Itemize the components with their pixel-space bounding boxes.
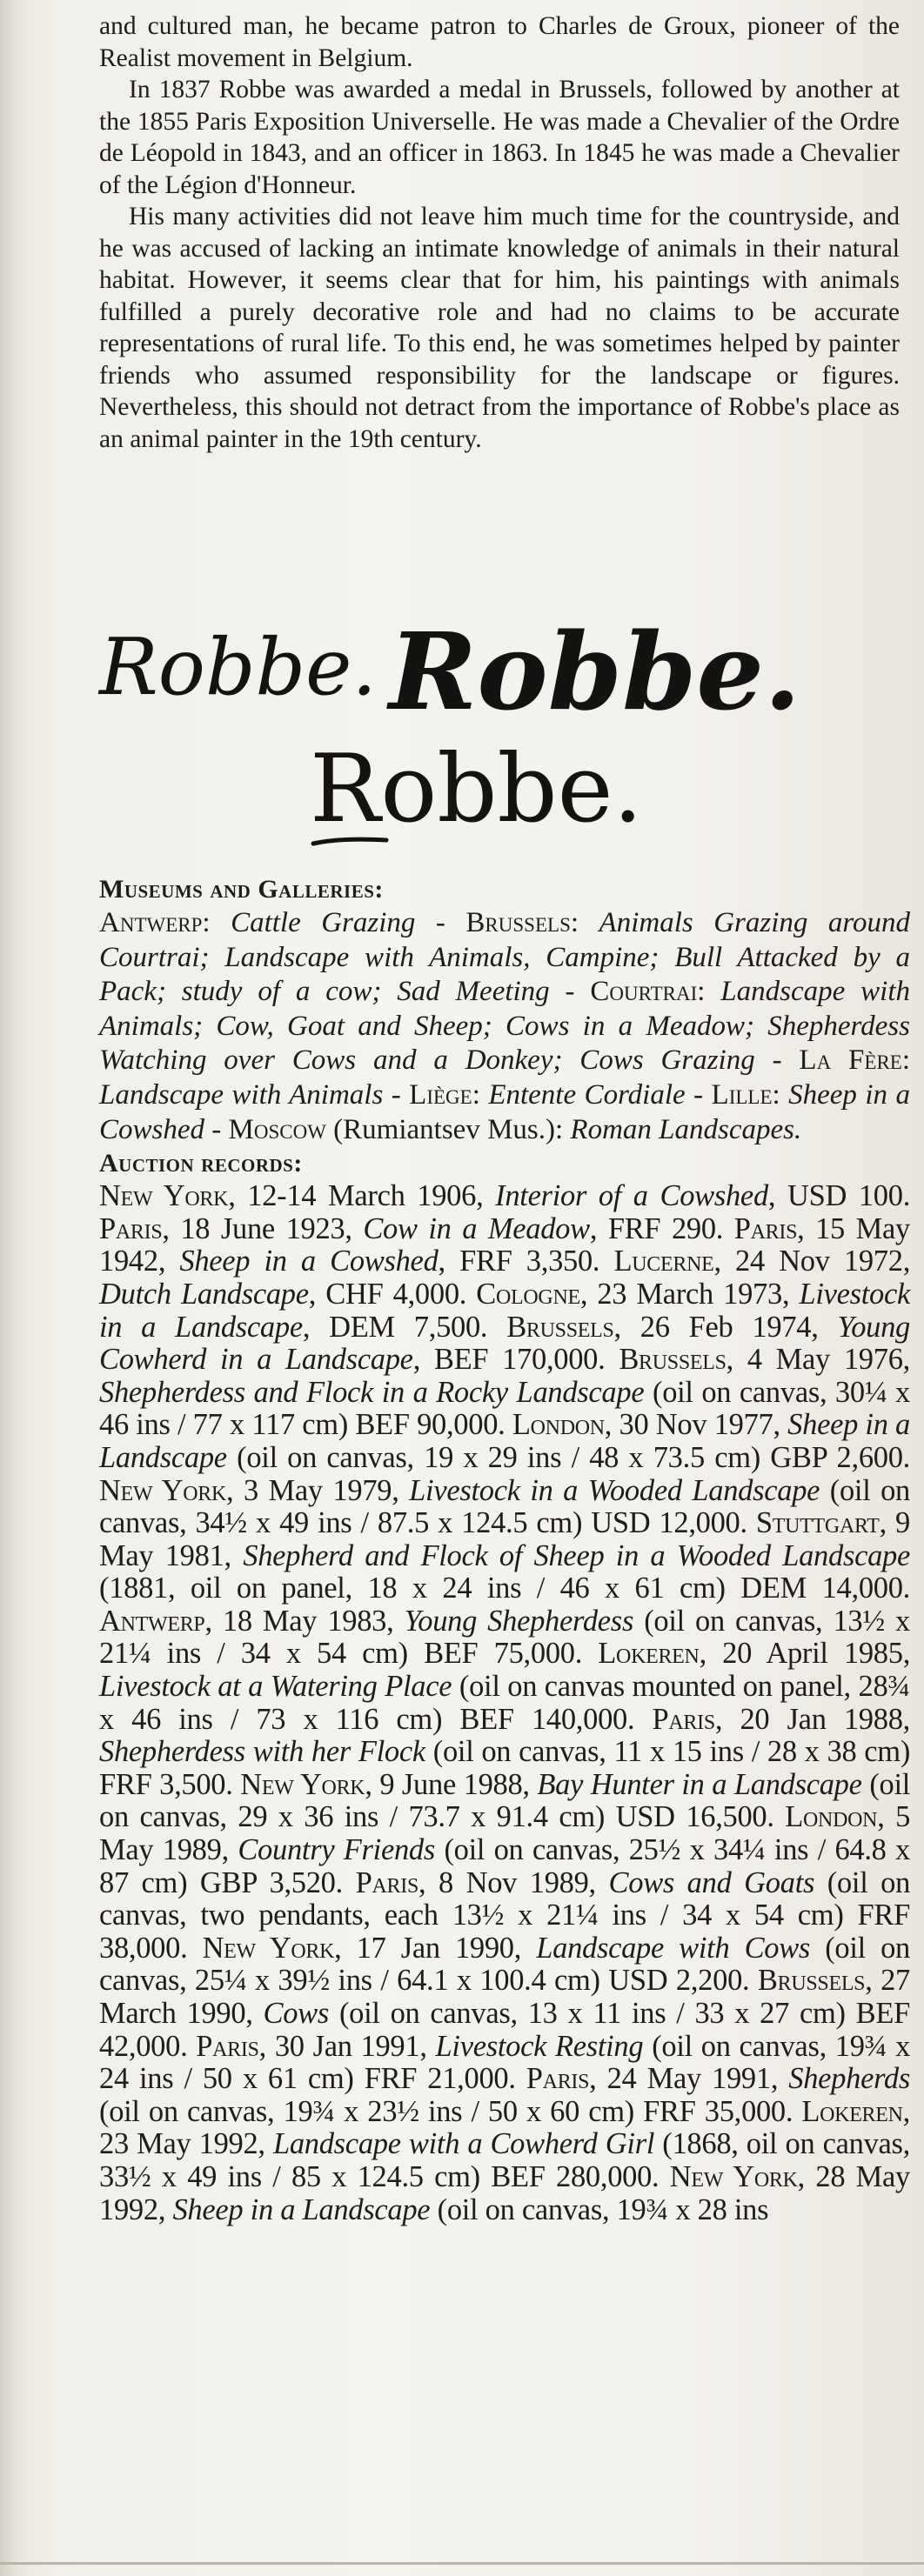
auction-city: Paris — [196, 2029, 259, 2063]
auction-details: (oil on canvas, two pendants, each 13½ x 21¼ ins / 34 x 54 cm) FRF 38,000. — [99, 1865, 911, 1965]
auction-details: FRF 3,350. — [459, 1245, 600, 1278]
signature-small: Robbe. — [99, 622, 378, 713]
biography-paragraph-2: In 1837 Robbe was awarded a medal in Brussels, followed by another at the 1855 Paris Exposition Universelle. He was made a Chevalier of the Ordre de Léopold in 1843, and an officer in 1863. In 1845 he was made a Chevalier of the Légion d'Honneur. — [99, 76, 900, 199]
biography-text — [99, 10, 900, 455]
museum-city: Moscow — [228, 1113, 326, 1145]
auction-date: 8 Nov 1989 — [438, 1865, 589, 1899]
auction-details: BEF 170,000. — [433, 1343, 606, 1377]
museum-works: Sheep in a Cowshed — [99, 1078, 910, 1145]
auction-record: Paris, 8 Nov 1989, Cows and Goats (oil on canvas, two pendants, each 13½ x 21¼ ins / 34 x 54 cm) FRF 38,000. — [99, 1865, 911, 1965]
auction-title: Livestock in a Wooded Landscape — [409, 1473, 820, 1507]
museum-entry: Liège: Entente Cordiale — [409, 1078, 686, 1111]
museum-works: Entente Cordiale — [488, 1078, 686, 1111]
auction-title: Sheep in a Landscape — [172, 2192, 431, 2226]
auction-city: Antwerp — [99, 1604, 205, 1638]
museum-works: Landscape with Animals — [99, 1078, 384, 1111]
auction-title: Dutch Landscape — [99, 1277, 309, 1311]
auction-title: Shepherd and Flock of Sheep in a Wooded Landscape — [243, 1538, 911, 1572]
auction-details: (oil on canvas, 11 x 15 ins / 28 x 38 cm) FRF 3,500. — [99, 1735, 911, 1801]
auction-details: (oil on canvas, 25¼ x 39½ ins / 64.1 x 100.4 cm) USD 2,200. — [99, 1931, 910, 1998]
auction-date: 9 May 1981 — [99, 1506, 910, 1572]
auction-title: Sheep in a Cowshed — [179, 1245, 439, 1278]
auction-date: 18 June 1923 — [180, 1211, 345, 1245]
auction-city: London — [512, 1408, 605, 1442]
auction-record: Paris, 18 June 1923, Cow in a Meadow, FRF 290. — [99, 1211, 724, 1245]
auction-title: Livestock at a Watering Place — [99, 1670, 452, 1704]
auction-date: 9 June 1988 — [379, 1767, 523, 1801]
auction-city: New York — [240, 1767, 365, 1801]
auction-date: 4 May 1976 — [747, 1343, 903, 1377]
museum-entry: La Fère: Landscape with Animals — [99, 1044, 911, 1111]
auction-title: Young Cowherd in a Landscape — [99, 1310, 911, 1377]
auction-city: Paris — [355, 1865, 418, 1899]
museum-entry: Lille: Sheep in a Cowshed — [99, 1078, 910, 1145]
biography-paragraph-1: and cultured man, he became patron to Charles de Groux, pioneer of the Realist movement in Belgium. — [99, 12, 900, 72]
page-binding-edge — [0, 0, 23, 2576]
auction-date: 23 March 1973 — [597, 1277, 782, 1311]
museum-note: (Rumiantsev Mus.): — [325, 1113, 571, 1145]
auction-date: 20 Jan 1988 — [740, 1702, 903, 1736]
museum-entry: Antwerp: Cattle Grazing — [99, 907, 416, 938]
signature-medium: Robbe. — [310, 735, 643, 844]
auction-record: Cologne, 23 March 1973, Livestock in a Landscape, DEM 7,500. — [99, 1277, 911, 1344]
auction-details: (oil on canvas, 19 x 29 ins / 48 x 73.5 cm) GBP 2,600. — [237, 1440, 911, 1474]
auction-city: Paris — [99, 1211, 163, 1245]
museum-city: Lille — [711, 1078, 773, 1111]
auction-city: London — [785, 1800, 878, 1834]
auction-city: Lokeren — [801, 2094, 903, 2128]
auction-title: Interior of a Cowshed — [495, 1179, 768, 1213]
auction-details: FRF 290. — [607, 1211, 724, 1245]
auction-city: Lucerne — [613, 1245, 714, 1278]
auction-details: (1881, oil on panel, 18 x 24 ins / 46 x 61 cm) DEM 14,000. — [99, 1572, 910, 1605]
auction-city: Brussels — [619, 1343, 726, 1377]
auction-date: 20 April 1985 — [722, 1637, 903, 1671]
auction-record: New York, 9 June 1988, Bay Hunter in a Landscape (oil on canvas, 29 x 36 ins / 73.7 x 91.4 cm) USD 16,500. — [99, 1767, 911, 1834]
auction-title: Sheep in a Landscape — [99, 1408, 910, 1474]
auction-record: Brussels, 27 March 1990, Cows (oil on canvas, 13 x 11 ins / 33 x 27 cm) BEF 42,000. — [99, 1964, 911, 2063]
museum-city: Brussels — [465, 907, 571, 938]
auction-date: 27 March 1990 — [99, 1964, 910, 2030]
auction-city: New York — [99, 1473, 227, 1507]
auction-title: Livestock in a Landscape — [99, 1277, 911, 1344]
auction-details: (oil on canvas, 13 x 11 ins / 33 x 27 cm) BEF 42,000. — [99, 1997, 911, 2063]
auction-title: Livestock Resting — [435, 2029, 644, 2063]
auction-details: (oil on canvas mounted on panel, 28¾ x 46 ins / 73 x 116 cm) BEF 140,000. — [99, 1670, 911, 1736]
auction-record: London, 30 Nov 1977, Sheep in a Landscape (oil on canvas, 19 x 29 ins / 48 x 73.5 cm) GBP 2,600. — [99, 1408, 911, 1474]
auction-date: 18 May 1983 — [222, 1604, 387, 1638]
auction-date: 30 Jan 1991 — [274, 2029, 420, 2063]
auction-title: Shepherds — [788, 2062, 910, 2096]
auction-date: 15 May 1942 — [99, 1211, 910, 1278]
auction-title: Shepherdess with her Flock — [99, 1735, 425, 1769]
auction-date: 28 May 1992 — [99, 2159, 911, 2226]
museum-works: Roman Landscapes. — [570, 1113, 802, 1145]
auction-title: Cows — [263, 1997, 330, 2030]
auction-city: Lokeren — [598, 1637, 700, 1671]
auction-date: 26 Feb 1974 — [639, 1310, 812, 1344]
auction-date: 30 Nov 1977 — [619, 1408, 773, 1442]
auction-record: Stuttgart, 9 May 1981, Shepherd and Flock of Sheep in a Wooded Landscape (1881, oil on panel, 18 x 24 ins / 46 x 61 cm) DEM 14,000. — [99, 1506, 911, 1605]
auction-date: 24 Nov 1972 — [735, 1245, 903, 1278]
auction-record: Lokeren, 23 May 1992, Landscape with a Cowherd Girl (1868, oil on canvas, 33½ x 49 ins / 85 x 124.5 cm) BEF 280,000. — [99, 2094, 910, 2193]
auction-date: 3 May 1979 — [243, 1473, 392, 1507]
auction-record: Brussels, 4 May 1976, Shepherdess and Flock in a Rocky Landscape (oil on canvas, 30¼ x 46 ins / 77 x 117 cm) BEF 90,000. — [99, 1343, 910, 1442]
auction-title: Landscape with a Cowherd Girl — [272, 2127, 655, 2161]
auction-details: DEM 7,500. — [329, 1310, 488, 1344]
museums-list: Antwerp: Cattle Grazing - Brussels: Animals Grazing around Courtrai; Landscape with Animals, Campine; Bull Attacked by a Pack; study of a cow; Sad Meeting - Courtrai: Landscape with Animals; Cow, Goat and Sheep; Cows in a Meadow; Shepherdess Watching over Cows and a Donkey; Cows Grazing - La Fère: Landscape with Animals - Liège: Entente Cordiale - Lille: Sheep in a Cowshed - Moscow (Rumiantsev Mus.): Roman Landscapes. — [99, 907, 911, 1145]
auction-record: Paris, 24 May 1991, Shepherds (oil on canvas, 19¾ x 23½ ins / 50 x 60 cm) FRF 35,000. — [99, 2062, 910, 2128]
auction-details: (1868, oil on canvas, 33½ x 49 ins / 85 x 124.5 cm) BEF 280,000. — [99, 2127, 910, 2193]
auction-record: London, 5 May 1989, Country Friends (oil on canvas, 25½ x 34¼ ins / 64.8 x 87 cm) GBP 3,520. — [99, 1800, 911, 1899]
signature-samples — [97, 609, 907, 870]
page-bottom-rule — [0, 2562, 924, 2565]
auction-city: New York — [669, 2159, 798, 2193]
auction-record: New York, 17 Jan 1990, Landscape with Cows (oil on canvas, 25¼ x 39½ ins / 64.1 x 100.4 cm) USD 2,200. — [99, 1931, 910, 1998]
auction-title: Cow in a Meadow — [363, 1211, 590, 1245]
auction-record: Lokeren, 20 April 1985, Livestock at a Watering Place (oil on canvas mounted on panel, 28¾ x 46 ins / 73 x 116 cm) BEF 140,000. — [99, 1637, 911, 1736]
auction-record: New York, 12-14 March 1906, Interior of a Cowshed, USD 100. — [99, 1179, 911, 1213]
auction-city: Paris — [652, 1702, 715, 1736]
auction-details: USD 100. — [787, 1179, 911, 1213]
biography-paragraph-3: His many activities did not leave him much time for the countryside, and he was accused of lacking an intimate knowledge of animals in their natural habitat. However, it seems clear that for him, his paintings with animals fulfilled a purely decorative role and had no claims to be accurate representations of rural life. To this end, he was sometimes helped by painter friends who assumed responsibility for the landscape or figures. Nevertheless, this should not detract from the importance of Robbe's place as an animal painter in the 19th century. — [99, 203, 900, 453]
signature-drawing — [97, 609, 907, 870]
auction-record: New York, 3 May 1979, Livestock in a Wooded Landscape (oil on canvas, 34½ x 49 ins / 87.5 x 124.5 cm) USD 12,000. — [99, 1473, 910, 1540]
auction-title: Cows and Goats — [608, 1865, 815, 1899]
auction-date: 17 Jan 1990 — [356, 1931, 514, 1965]
auction-record: Paris, 30 Jan 1991, Livestock Resting (oil on canvas, 19¾ x 24 ins / 50 x 61 cm) FRF 21,000. — [99, 2029, 911, 2096]
signature-large: Robbe. — [389, 609, 801, 734]
auction-city: Brussels — [506, 1310, 614, 1344]
auction-record: Lucerne, 24 Nov 1972, Dutch Landscape, CHF 4,000. — [99, 1245, 911, 1311]
auction-title: Country Friends — [238, 1833, 435, 1867]
auction-details: CHF 4,000. — [325, 1277, 467, 1311]
museum-entry — [229, 1114, 802, 1145]
auction-details: (oil on canvas, 25½ x 34¼ ins / 64.8 x 87 cm) GBP 3,520. — [99, 1833, 910, 1899]
museum-city: Courtrai — [590, 976, 698, 1008]
auction-details: (oil on canvas, 29 x 36 ins / 73.7 x 91.4 cm) USD 16,500. — [99, 1767, 911, 1834]
museum-city: La Fère — [799, 1044, 902, 1077]
auction-record: New York, 28 May 1992, Sheep in a Landscape (oil on canvas, 19¾ x 28 ins — [99, 2159, 911, 2226]
museum-works: Animals Grazing around Courtrai; Landscape with Animals, Campine; Bull Attacked by a Pack; study of a cow; Sad Meeting — [99, 907, 910, 1008]
auction-details: (oil on canvas, 19¾ x 28 ins — [437, 2192, 769, 2226]
auction-city: Paris — [526, 2062, 590, 2096]
auction-details: (oil on canvas, 30¼ x 46 ins / 77 x 117 cm) BEF 90,000. — [99, 1375, 910, 1442]
auction-details: (oil on canvas, 13½ x 21¼ ins / 34 x 54 cm) BEF 75,000. — [99, 1604, 910, 1671]
auction-details: (oil on canvas, 34½ x 49 ins / 87.5 x 124.5 cm) USD 12,000. — [99, 1473, 910, 1540]
auction-city: New York — [202, 1931, 335, 1965]
auction-record: Paris, 15 May 1942, Sheep in a Cowshed, FRF 3,350. — [99, 1211, 910, 1278]
museum-entry: Brussels: Animals Grazing around Courtrai; Landscape with Animals, Campine; Bull Attacked by a Pack; study of a cow; Sad Meeting — [99, 907, 910, 1008]
auction-date: 5 May 1989 — [99, 1800, 911, 1867]
auction-title: Bay Hunter in a Landscape — [537, 1767, 862, 1801]
museum-works: Cattle Grazing — [231, 907, 416, 938]
auction-title: Young Shepherdess — [404, 1604, 634, 1638]
auction-details: (oil on canvas, 19¾ x 24 ins / 50 x 61 cm) FRF 21,000. — [99, 2029, 911, 2096]
auction-city: Brussels — [757, 1964, 866, 1998]
museum-city: Liège — [409, 1078, 472, 1111]
catalogue-content — [99, 873, 910, 2226]
auction-details: (oil on canvas, 19¾ x 23½ ins / 50 x 60 cm) FRF 35,000. — [99, 2094, 793, 2128]
auction-title: Landscape with Cows — [536, 1931, 811, 1965]
auction-date: 12-14 March 1906 — [247, 1179, 477, 1213]
museum-entry: Courtrai: Landscape with Animals; Cow, Goat and Sheep; Cows in a Meadow; Shepherdess Watching over Cows and a Donkey; Cows Grazing — [99, 976, 910, 1077]
auction-record: Antwerp, 18 May 1983, Young Shepherdess (oil on canvas, 13½ x 21¼ ins / 34 x 54 cm) BEF 75,000. — [99, 1604, 910, 1671]
auction-city: New York — [99, 1179, 229, 1213]
museums-heading: Museums and Galleries: — [99, 875, 384, 904]
auction-city: Stuttgart — [755, 1506, 880, 1540]
auction-city: Paris — [733, 1211, 798, 1245]
auction-date: 24 May 1991 — [606, 2062, 771, 2096]
museum-city: Antwerp — [99, 907, 203, 938]
auction-date: 23 May 1992 — [99, 2127, 258, 2161]
auction-record: Paris, 20 Jan 1988, Shepherdess with her Flock (oil on canvas, 11 x 15 ins / 28 x 38 cm) FRF 3,500. — [99, 1702, 911, 1801]
auction-records — [99, 1180, 910, 2226]
auction-record: Brussels, 26 Feb 1974, Young Cowherd in a Landscape, BEF 170,000. — [99, 1310, 911, 1377]
museum-works: Landscape with Animals; Cow, Goat and Sheep; Cows in a Meadow; Shepherdess Watching over Cows and a Donkey; Cows Grazing — [99, 976, 910, 1077]
auction-city: Cologne — [476, 1277, 580, 1311]
auction-heading: Auction records: — [99, 1149, 303, 1178]
auction-title: Shepherdess and Flock in a Rocky Landscape — [99, 1375, 645, 1409]
